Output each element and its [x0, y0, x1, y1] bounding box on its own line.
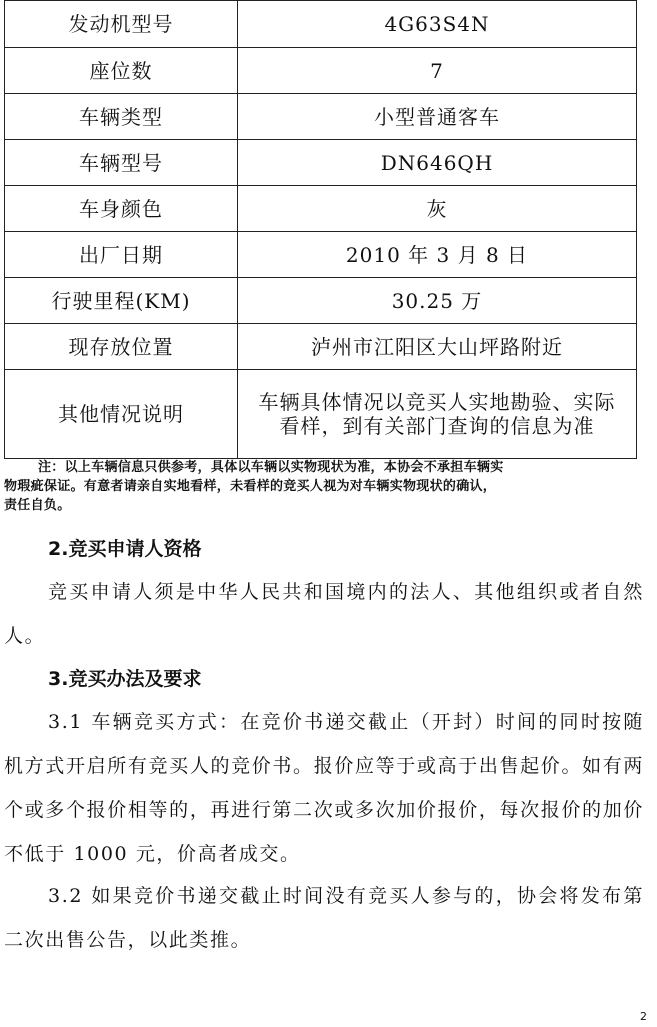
row-label: 车辆类型 — [5, 94, 238, 140]
table-row — [5, 94, 637, 140]
paragraph: 竞买申请人须是中华人民共和国境内的法人、其他组织或者自然人。 — [4, 581, 644, 647]
table-row — [5, 48, 637, 94]
table-row — [5, 232, 637, 278]
table-row — [5, 278, 637, 324]
row-label: 出厂日期 — [5, 232, 238, 278]
paragraph: 3.1 车辆竞买方式：在竞价书递交截止（开封）时间的同时按随机方式开启所有竞买人的竞价书。报价应等于或高于出售起价。如有两个或多个报价相等的，再进行第二次或多次加价报价，每次报价的加价不低于 1000 元，价高者成交。 — [4, 711, 644, 865]
row-label: 现存放位置 — [5, 324, 238, 370]
footnote-line: 物瑕疵保证。有意者请亲自实地看样，未看样的竞买人视为对车辆实物现状的确认， — [4, 479, 497, 494]
row-value: 灰 — [238, 186, 637, 232]
footnote-line: 注：以上车辆信息只供参考，具体以车辆以实物现状为准，本协会不承担车辆实 — [38, 460, 504, 475]
section-heading: 2.竞买申请人资格 — [48, 538, 202, 560]
table-row — [5, 186, 637, 232]
row-value: 30.25 万 — [238, 278, 637, 324]
table-row — [5, 140, 637, 186]
row-value: 4G63S4N — [238, 1, 637, 48]
vehicle-info-table — [4, 0, 637, 459]
row-value: 7 — [238, 48, 637, 94]
page-number: 2 — [640, 1010, 647, 1023]
table-row — [5, 324, 637, 370]
row-label: 座位数 — [5, 48, 238, 94]
row-value: 2010 年 3 月 8 日 — [238, 232, 637, 278]
footnote-line: 责任自负。 — [4, 498, 71, 513]
table-row — [5, 1, 637, 48]
row-value: 小型普通客车 — [238, 94, 637, 140]
row-label: 行驶里程(KM) — [5, 278, 238, 324]
row-label: 车身颜色 — [5, 186, 238, 232]
row-value: DN646QH — [238, 140, 637, 186]
section-heading: 3.竞买办法及要求 — [48, 668, 202, 690]
table-row — [5, 370, 637, 459]
row-value-line: 看样，到有关部门查询的信息为准 — [279, 414, 595, 438]
row-label: 发动机型号 — [5, 1, 238, 48]
row-label: 车辆型号 — [5, 140, 238, 186]
table-footnote — [4, 458, 644, 515]
row-value-multiline — [238, 370, 637, 459]
row-label: 其他情况说明 — [5, 370, 238, 459]
row-value-line: 车辆具体情况以竞买人实地勘验、实际 — [258, 390, 616, 414]
paragraph: 3.2 如果竞价书递交截止时间没有竞买人参与的，协会将发布第二次出售公告，以此类推。 — [4, 885, 644, 951]
row-value: 泸州市江阳区大山坪路附近 — [238, 324, 637, 370]
